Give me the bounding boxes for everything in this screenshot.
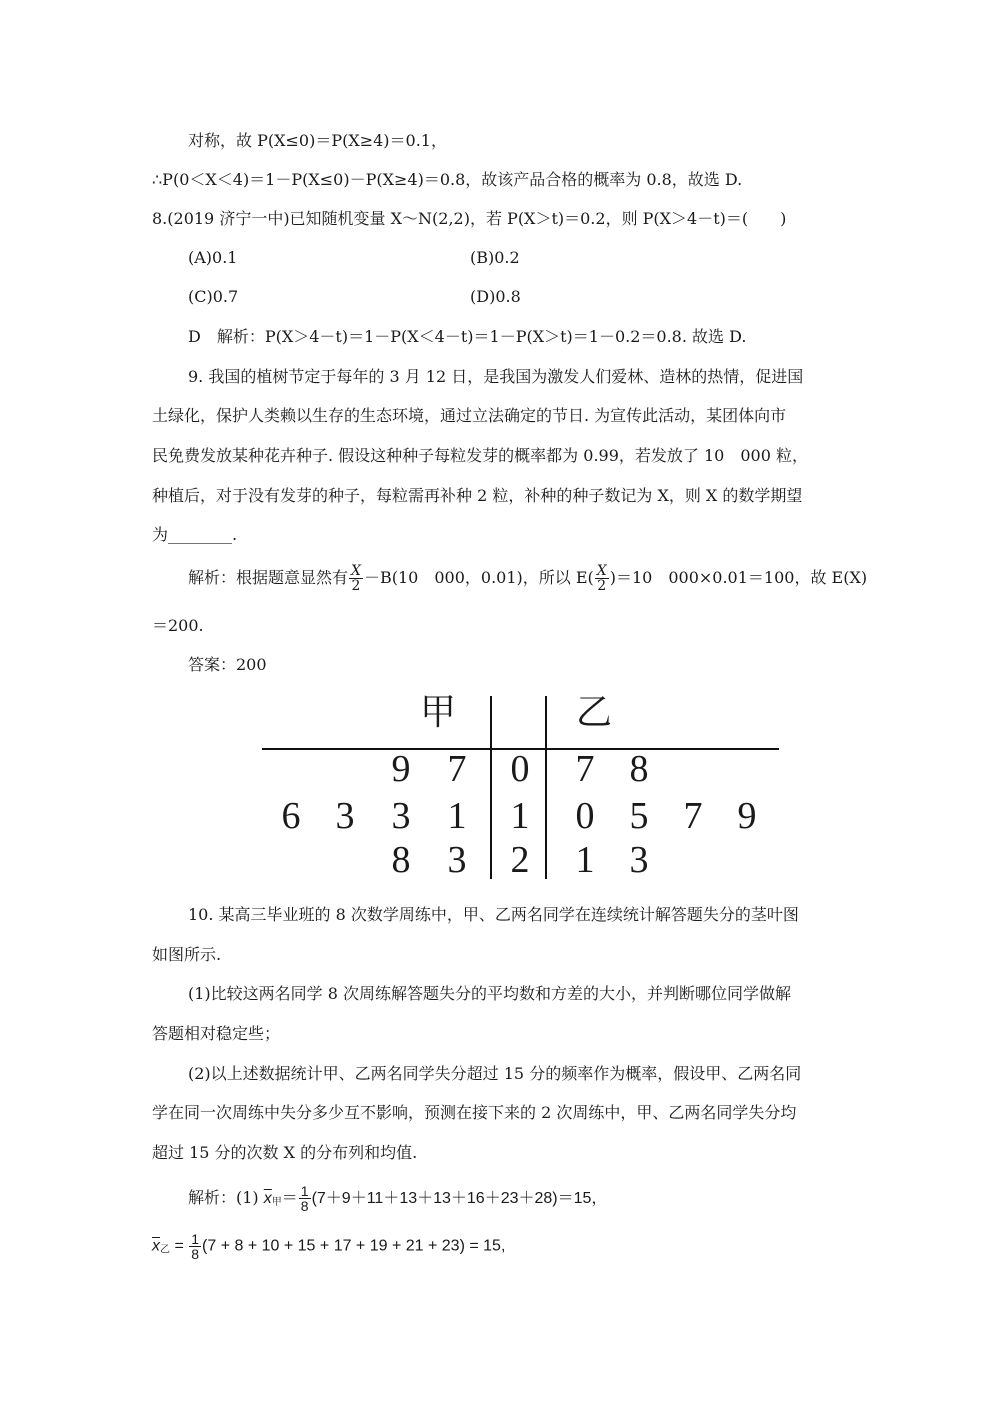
sum-expression: (7 + 8 + 10 + 15 + 17 + 19 + 21 + 23) = 15, (202, 1237, 506, 1255)
leaf-left: 7 (447, 748, 467, 790)
q10-stem-line-2: 如图所示. (152, 945, 222, 964)
q9-stem-line-2: 土绿化，保护人类赖以生存的生态环境，通过立法确定的节日. 为宣传此活动，某团体向市 (152, 406, 787, 425)
leaf-left: 6 (281, 795, 301, 837)
fraction-one-eighth: $\frac{1}{8}$ (300, 1183, 309, 1214)
q10-part1-line-2: 答题相对稳定些； (152, 1024, 281, 1043)
leaf-left: 9 (391, 748, 411, 790)
fraction-one-eighth: $\frac{1}{8}$ (191, 1231, 200, 1262)
q7-conclusion-line: ∴P(0＜X＜4)＝1－P(X≤0)－P(X≥4)＝0.8，故该产品合格的概率为 0.8，故选 D. (152, 170, 743, 189)
right-divider (545, 696, 547, 879)
leaf-right: 7 (683, 795, 703, 837)
leaf-right: 5 (629, 795, 649, 837)
leaf-left: 3 (447, 839, 467, 881)
equals-sign: = (170, 1237, 189, 1255)
fraction-x-over-2: $\frac{X}{2}$ (596, 563, 607, 594)
q9-answer: 答案：200 (188, 655, 267, 674)
leaf-right: 3 (629, 839, 649, 881)
q10-stem-line-1: 10. 某高三毕业班的 8 次数学周练中，甲、乙两名同学在连续统计解答题失分的茎叶图 (188, 905, 799, 924)
leaf-left: 1 (447, 795, 467, 837)
leaf-left: 8 (391, 839, 411, 881)
q8-stem: 8.(2019 济宁一中)已知随机变量 X～N(2,2)，若 P(X＞t)＝0.2，则 P(X＞4－t)＝( ) (152, 209, 787, 228)
subscript-yi: 乙 (160, 1244, 170, 1256)
q8-option-d: (D)0.8 (470, 287, 521, 306)
stem: 2 (510, 839, 530, 881)
solution-text: －B(10 000，0.01)，所以 E( (363, 568, 594, 587)
leaf-left: 3 (391, 795, 411, 837)
q10-solution-mean-yi (152, 1232, 505, 1262)
equals-sign: ＝ (281, 1188, 298, 1207)
mean-x-symbol: $\overline{x}$ (152, 1237, 160, 1255)
q8-option-b: (B)0.2 (470, 248, 520, 267)
fraction-x-over-2: $\frac{X}{2}$ (351, 563, 361, 594)
q9-stem-line-4: 种植后，对于没有发芽的种子，每粒需再补种 2 粒，补种的种子数记为 X，则 X 的数学期望 (152, 486, 803, 505)
q10-part2-line-1: (2)以上述数据统计甲、乙两名同学失分超过 15 分的频率作为概率，假设甲、乙两名同 (188, 1064, 802, 1083)
solution-text: )＝10 000×0.01＝100，故 E(X) (609, 568, 868, 587)
solution-text: 解析：根据题意显然有 (188, 568, 349, 587)
q8-option-a: (A)0.1 (188, 248, 238, 267)
q10-part2-line-3: 超过 15 分的次数 X 的分布列和均值. (152, 1143, 418, 1162)
q10-solution-mean-jia (188, 1184, 607, 1214)
q8-option-c: (C)0.7 (188, 287, 239, 306)
stem: 0 (510, 748, 530, 790)
q8-solution: D 解析：P(X＞4－t)＝1－P(X＜4－t)＝1－P(X＞t)＝1－0.2＝0.8. 故选 D. (188, 327, 747, 346)
stem-and-leaf-plot (262, 688, 779, 888)
q9-stem-line-1: 9. 我国的植树节定于每年的 3 月 12 日，是我国为激发人们爱林、造林的热情，促进国 (188, 367, 804, 386)
solution-label: 解析：(1) (188, 1188, 264, 1207)
q10-part2-line-2: 学在同一次周练中失分多少互不影响，预测在接下来的 2 次周练中，甲、乙两名同学失分均 (152, 1103, 797, 1122)
leaf-right: 1 (575, 839, 595, 881)
q9-stem-line-3: 民免费发放某种花卉种子. 假设这种种子每粒发芽的概率都为 0.99，若发放了 10 000 粒， (152, 446, 808, 465)
stem: 1 (510, 795, 530, 837)
q9-blank-line: 为________. (152, 525, 238, 544)
right-header-yi: 乙 (576, 692, 613, 732)
q9-solution-line-1 (188, 564, 867, 593)
left-header-jia: 甲 (420, 692, 457, 732)
q7-symmetry-line: 对称，故 P(X≤0)＝P(X≥4)＝0.1， (188, 131, 447, 150)
q9-solution-line-2: ＝200. (152, 616, 204, 635)
left-divider (490, 696, 492, 879)
mean-x-symbol: $\overline{x}$ (263, 1190, 272, 1207)
leaf-right: 0 (575, 795, 595, 837)
leaf-right: 9 (737, 795, 757, 837)
sum-expression: (7＋9＋11＋13＋13＋16＋23＋28)＝15， (311, 1190, 608, 1207)
leaf-right: 8 (629, 748, 649, 790)
q10-part1-line-1: (1)比较这两名同学 8 次周练解答题失分的平均数和方差的大小，并判断哪位同学做解 (188, 984, 792, 1003)
leaf-left: 3 (335, 795, 355, 837)
subscript-jia: 甲 (271, 1197, 282, 1208)
leaf-right: 7 (575, 748, 595, 790)
